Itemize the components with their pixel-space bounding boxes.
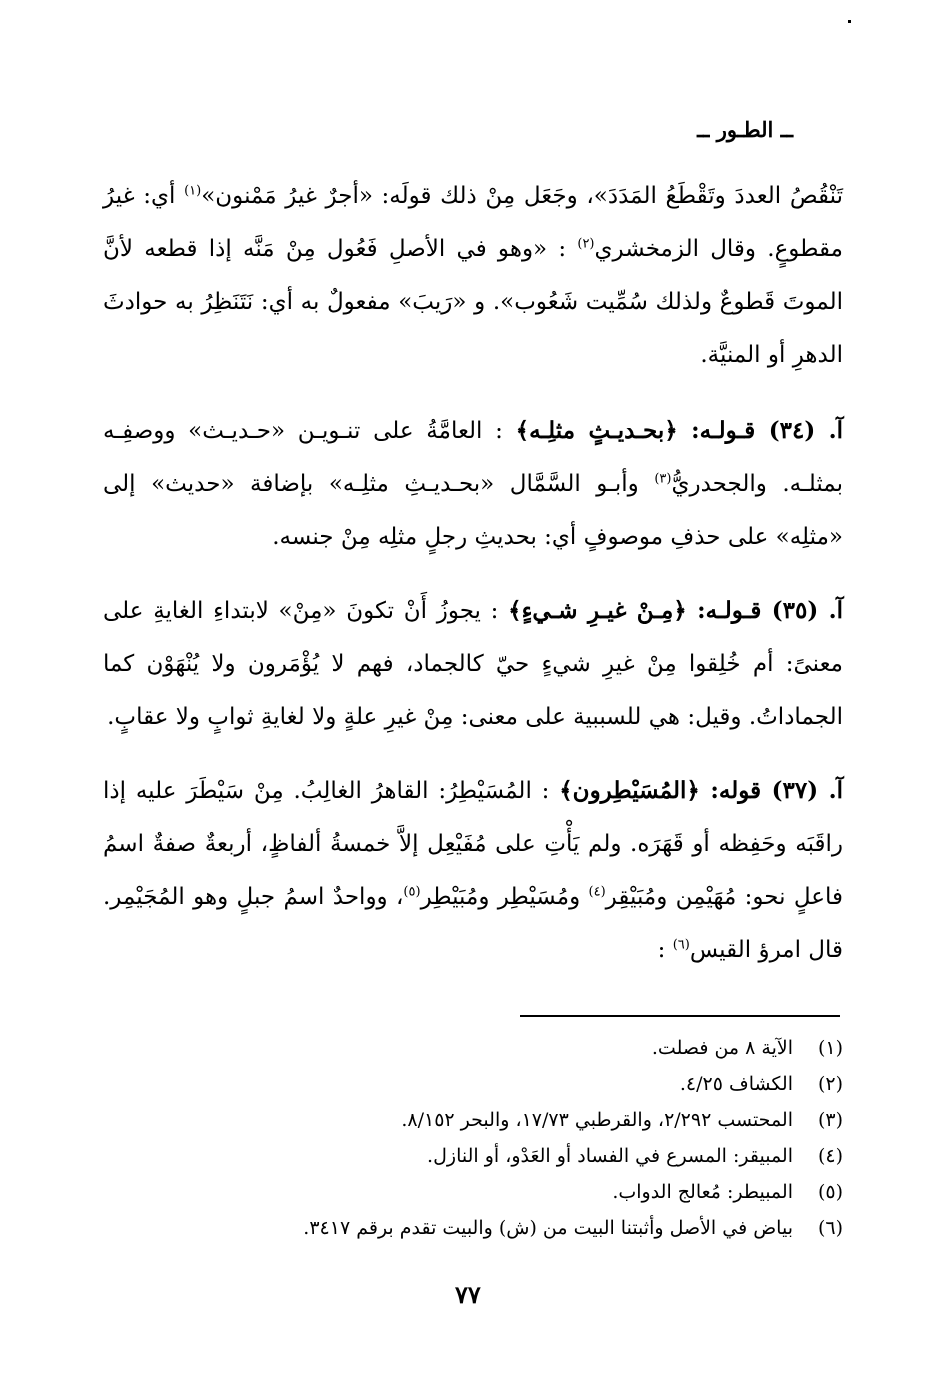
text-run: : المُسَيْطِرُ: القاهرُ الغالِبُ. مِنْ سَيْطَرَ عليه إذا راقَبَه وحَفِظه أو قَهَرَه. ولم يَأْتِ على مُفَيْعِل إلاَّ خمسةُ ألفاظٍ، أربعةٌ صفةٌ اسمُ فاعلٍ نحو: مُهَيْمِن ومُبَيْقِر <box>103 778 843 910</box>
footnote <box>103 1102 843 1138</box>
footnote-ref: (٦) <box>672 937 690 953</box>
footnote-text: الكشاف ٤/٢٥. <box>679 1073 793 1095</box>
footnote-text: المبيطر: مُعالج الدواب. <box>612 1181 793 1203</box>
footnote <box>103 1174 843 1210</box>
text-run: : <box>657 937 673 963</box>
footnote-ref: (٤) <box>588 884 606 900</box>
footnote <box>103 1138 843 1174</box>
paragraph <box>103 584 843 744</box>
text-run: : العامَّةُ على تنـويـن «حـديـث» ووصفِـه بمثلـه. والجحدريُّ <box>103 418 843 497</box>
text-run: : «وهو في الأصلِ فَعُول مِنْ مَنَّه إذا قطعه لأنَّ الموتَ قَطوعٌ ولذلك سُمِّيت شَعُوب». و «رَيبَ» مفعولٌ به أي: نَتَنَظِرُ به حوادثَ الدهرِ أو المنيَّة. <box>103 236 843 368</box>
paragraph <box>103 170 843 382</box>
running-head: ــ الطـور ــ <box>697 117 793 142</box>
text-run: ومُسَيْطِر ومُبَيْطِر <box>420 884 589 910</box>
page-number: ٧٧ <box>455 1280 481 1309</box>
main-text <box>103 170 843 997</box>
text-run: : يجوزُ أَنْ تكونَ «مِنْ» لابتداءِ الغايةِ على معنىً: أم خُلِقوا مِنْ غيرِ شيءٍ حيّ كالجماد، فهم لا يُؤْمَرون ولا يُنْهَوْن كما الجماداتُ. وقيل: هي للسببية على معنى: مِنْ غيرِ علةٍ ولا لغايةِ ثوابٍ ولا عقابٍ. <box>103 598 843 730</box>
footnote <box>103 1030 843 1066</box>
footnote-text: بياض في الأصل وأثبتنا البيت من (ش) والبيت تقدم برقم ٣٤١٧. <box>303 1217 793 1239</box>
footnote-ref: (٣) <box>654 471 672 487</box>
text-run: أي: غيرُ مقطوعٍ. وقال الزمخشري <box>103 183 843 262</box>
paragraph <box>103 404 843 564</box>
footnotes <box>103 1030 843 1246</box>
footnote-text: المبيقر: المسرع في الفساد أو العَدْو، أو النازل. <box>427 1145 793 1167</box>
footnote-number: (١) <box>817 1037 843 1059</box>
corner-mark <box>848 20 851 23</box>
footnote-ref: (١) <box>184 183 202 199</box>
footnote-ref: (٢) <box>577 236 595 252</box>
verse-heading: آ. (٣٥) قـولـه: ﴿مِـنْ غيـرِ شـيءٍ﴾ <box>508 597 843 624</box>
footnote-ref: (٥) <box>403 884 421 900</box>
footnote-number: (٣) <box>817 1109 843 1131</box>
paragraph <box>103 764 843 977</box>
text-run: وأبـو السَّمَّال «بحـديـثِ مثلِـه» بإضافة «حديث» إلى «مثلِه» على حذفِ موصوفٍ أي: بحديثِ رجلٍ مثلِه مِنْ جنسه. <box>103 471 843 550</box>
footnote-number: (٤) <box>817 1145 843 1167</box>
footnote-number: (٢) <box>817 1073 843 1095</box>
footnote-divider <box>520 1015 840 1017</box>
footnote-text: المحتسب ٢/٢٩٢، والقرطبي ١٧/٧٣، والبحر ٨/١٥٢. <box>401 1109 793 1131</box>
footnote-number: (٥) <box>817 1181 843 1203</box>
footnote-text: الآية ٨ من فصلت. <box>651 1037 793 1059</box>
footnote <box>103 1210 843 1246</box>
text-run: ، وواحدٌ اسمُ جبلٍ وهو المُجَيْمِر. قال امرؤ القيس <box>103 884 843 963</box>
verse-heading: آ. (٣٤) قـولـه: ﴿بحـديـثٍ مثلِـه﴾ <box>515 417 843 444</box>
verse-heading: آ. (٣٧) قوله: ﴿المُسَيْطِرون﴾ <box>559 777 843 804</box>
footnote-number: (٦) <box>817 1217 843 1239</box>
text-run: تَنْقُصُ العددَ وتَقْطَعُ المَدَدَ»، وجَعَل مِنْ ذلك قولَه: «أجرٌ غيرُ مَمْنون» <box>201 183 843 209</box>
footnote <box>103 1066 843 1102</box>
